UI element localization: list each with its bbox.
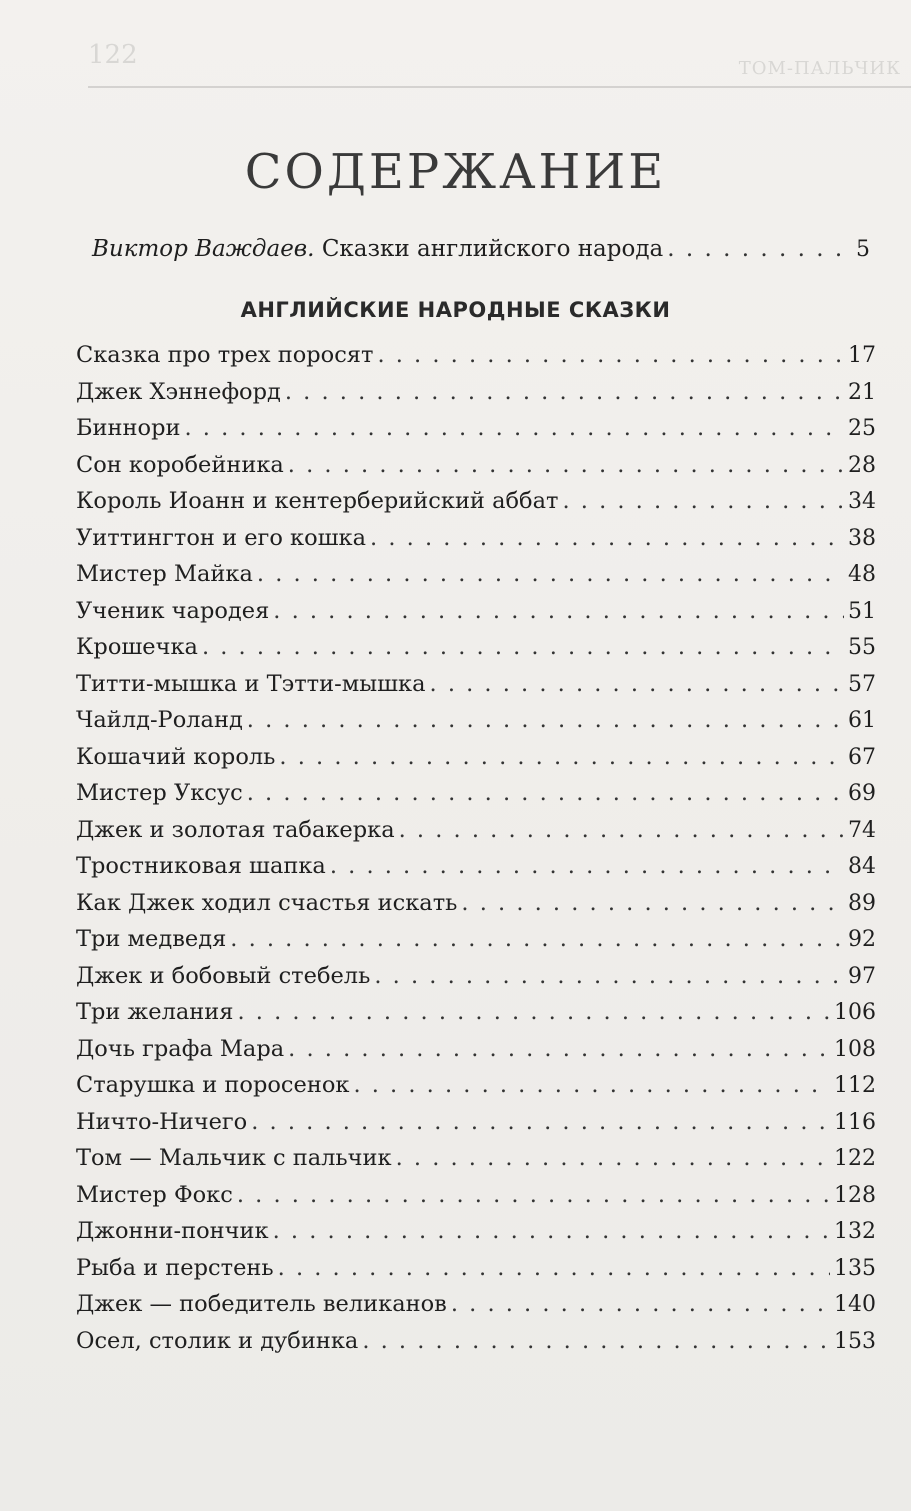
leader-dots (257, 561, 844, 587)
leader-dots (461, 890, 844, 916)
page-title: СОДЕРЖАНИЕ (244, 144, 667, 201)
leader-dots (370, 525, 844, 551)
toc-list (76, 342, 876, 1364)
toc-entry (76, 780, 876, 817)
toc-entry (76, 926, 876, 963)
toc-entry (76, 707, 876, 744)
entry-page-number: 55 (848, 635, 876, 660)
leader-dots (184, 415, 844, 441)
entry-title: Старушка и поросенок (76, 1072, 350, 1098)
leader-dots (353, 1072, 830, 1098)
leader-dots (251, 1109, 830, 1135)
leader-dots (230, 926, 844, 952)
entry-page-number: 122 (834, 1146, 876, 1171)
leader-dots (430, 671, 844, 697)
entry-page-number: 21 (848, 379, 876, 405)
toc-entry (76, 561, 876, 598)
toc-entry (76, 634, 876, 671)
toc-entry (76, 999, 876, 1036)
entry-page-number: 61 (848, 708, 876, 733)
leader-dots (330, 853, 844, 879)
toc-entry (76, 853, 876, 890)
entry-page-number: 153 (834, 1328, 876, 1354)
entry-page-number: 140 (834, 1292, 876, 1317)
leader-dots (399, 817, 844, 843)
entry-title: Три желания (76, 999, 234, 1025)
entry-page-number: 128 (834, 1182, 876, 1208)
entry-title: Дочь графа Мара (76, 1035, 285, 1062)
entry-title: Рыба и перстень (76, 1254, 274, 1281)
leader-dots (279, 744, 844, 770)
entry-page-number: 84 (848, 854, 876, 879)
entry-title: Крошечка (76, 634, 198, 660)
entry-title: Ничто-Ничего (76, 1108, 248, 1135)
leader-dots (377, 342, 844, 368)
toc-entry (76, 1255, 876, 1292)
toc-entry (76, 671, 876, 708)
toc-entry (76, 525, 876, 562)
entry-title: Уиттингтон и его кошка (76, 524, 367, 551)
entry-page-number: 135 (834, 1255, 876, 1281)
entry-page-number: 57 (848, 671, 876, 697)
entry-title: Джонни-пончик (76, 1218, 269, 1244)
leader-dots (273, 1218, 830, 1244)
entry-page-number: 116 (834, 1109, 876, 1135)
entry-page-number: 48 (848, 562, 876, 587)
toc-entry (76, 379, 876, 416)
entry-title: Сон коробейника (76, 451, 284, 478)
entry-page-number: 92 (848, 927, 876, 952)
intro-page-number: 5 (856, 237, 870, 262)
toc-entry (76, 488, 876, 525)
entry-title: Кошачий король (76, 743, 276, 770)
leader-dots (288, 1036, 830, 1062)
leader-dots (667, 236, 852, 262)
entry-title: Биннори (76, 415, 181, 441)
entry-title: Чайлд-Роланд (76, 707, 243, 733)
leader-dots (273, 598, 844, 624)
entry-title: Ученик чародея (76, 597, 270, 624)
entry-page-number: 106 (834, 1000, 876, 1025)
entry-title: Мистер Фокс (76, 1181, 233, 1208)
leader-dots (202, 634, 844, 660)
entry-page-number: 51 (848, 598, 876, 624)
section-heading: АНГЛИЙСКИЕ НАРОДНЫЕ СКАЗКИ (240, 298, 671, 322)
toc-entry (76, 744, 876, 781)
leader-dots (247, 707, 844, 733)
leader-dots (362, 1328, 830, 1354)
entry-title: Джек и бобовый стебель (76, 962, 371, 989)
leader-dots (288, 452, 844, 478)
entry-title: Сказка про трех поросят (76, 342, 374, 368)
entry-page-number: 112 (834, 1073, 876, 1098)
toc-entry (76, 963, 876, 1000)
toc-entry (76, 1291, 876, 1328)
entry-title: Мистер Уксус (76, 780, 243, 806)
leader-dots (451, 1291, 830, 1317)
entry-title: Король Иоанн и кентерберийский аббат (76, 488, 559, 514)
toc-entry (76, 890, 876, 927)
entry-page-number: 108 (834, 1036, 876, 1062)
entry-page-number: 69 (848, 781, 876, 806)
intro-title: Сказки английского народа (321, 236, 664, 262)
entry-page-number: 97 (848, 963, 876, 989)
toc-entry (76, 817, 876, 854)
toc-entry (76, 1109, 876, 1146)
entry-title: Тростниковая шапка (76, 853, 326, 879)
entry-title: Титти-мышка и Тэтти-мышка (76, 670, 426, 697)
entry-title: Джек Хэннефорд (76, 378, 281, 405)
entry-title: Мистер Майка (76, 561, 253, 587)
entry-title: Три медведя (76, 926, 227, 952)
entry-title: Джек — победитель великанов (76, 1291, 447, 1317)
entry-page-number: 38 (848, 525, 876, 551)
toc-entry (76, 415, 876, 452)
intro-entry (92, 236, 870, 262)
leader-dots (237, 1182, 830, 1208)
entry-title: Том — Мальчик с пальчик (76, 1145, 392, 1171)
toc-entry (76, 598, 876, 635)
toc-entry (76, 1072, 876, 1109)
entry-page-number: 132 (834, 1219, 876, 1244)
leader-dots (285, 379, 844, 405)
entry-page-number: 89 (848, 890, 876, 916)
leader-dots (374, 963, 844, 989)
bleed-through-rule (88, 86, 911, 88)
entry-title: Как Джек ходил счастья искать (76, 889, 458, 916)
bleed-through-running-head: ТОМ-ПАЛЬЧИК (738, 58, 901, 79)
toc-entry (76, 1328, 876, 1365)
entry-page-number: 74 (848, 817, 876, 843)
toc-entry (76, 342, 876, 379)
toc-entry (76, 1182, 876, 1219)
entry-page-number: 67 (848, 744, 876, 770)
leader-dots (247, 780, 844, 806)
toc-entry (76, 1145, 876, 1182)
leader-dots (278, 1255, 830, 1281)
entry-page-number: 17 (848, 343, 876, 368)
leader-dots (396, 1145, 830, 1171)
entry-title: Джек и золотая табакерка (76, 816, 395, 843)
entry-page-number: 28 (848, 452, 876, 478)
leader-dots (237, 999, 830, 1025)
leader-dots (562, 488, 844, 514)
toc-entry (76, 1036, 876, 1073)
entry-page-number: 25 (848, 416, 876, 441)
toc-entry (76, 452, 876, 489)
toc-entry (76, 1218, 876, 1255)
entry-title: Осел, столик и дубинка (76, 1327, 359, 1354)
bleed-through-page-number: 122 (88, 40, 138, 70)
entry-page-number: 34 (848, 489, 876, 514)
intro-author: Виктор Важдаев. (92, 236, 315, 262)
